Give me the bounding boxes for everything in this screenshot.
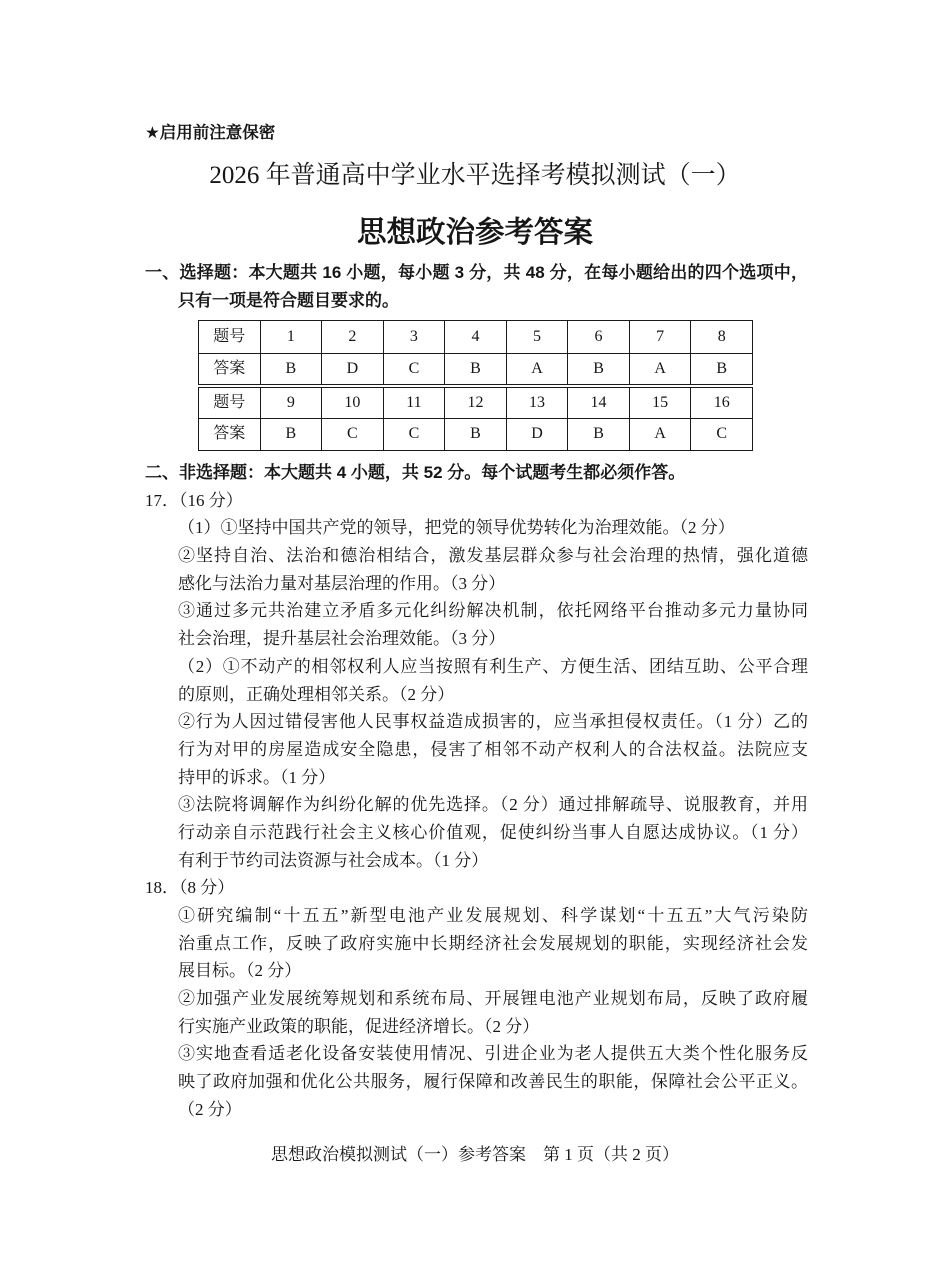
- answer-cell: C: [322, 418, 384, 451]
- confidential-notice: ★启用前注意保密: [145, 124, 276, 142]
- row-header-cell: 答案: [199, 353, 261, 386]
- question-number-cell: 16: [691, 386, 753, 419]
- answer-line: 映了政府加强和优化公共服务，履行保障和改善民生的职能，保障社会公平正义。: [178, 1072, 808, 1092]
- answer-line: 感化与法治力量对基层治理的作用。（3 分）: [178, 573, 506, 593]
- answer-line: （2 分）: [178, 1099, 242, 1119]
- question-number-cell: 11: [383, 386, 445, 419]
- question-number-cell: 12: [445, 386, 507, 419]
- answer-cell: B: [260, 353, 322, 386]
- answer-cell: A: [629, 353, 691, 386]
- answer-cell: A: [506, 353, 568, 386]
- question-number-cell: 15: [629, 386, 691, 419]
- question-18-title: 18．（8 分）: [145, 878, 235, 898]
- answer-line: （1）①坚持中国共产党的领导，把党的领导优势转化为治理效能。（2 分）: [178, 518, 735, 538]
- answer-cell: B: [445, 353, 507, 386]
- answer-line: ②加强产业发展统筹规划和系统布局、开展锂电池产业规划布局，反映了政府履: [178, 989, 808, 1009]
- answer-line: ②坚持自治、法治和德治相结合，激发基层群众参与社会治理的热情，强化道德: [178, 546, 808, 566]
- answer-line: 行实施产业政策的职能，促进经济增长。（2 分）: [178, 1016, 540, 1036]
- answer-cell: B: [568, 353, 630, 386]
- answer-cell: D: [506, 418, 568, 451]
- question-number-cell: 2: [322, 321, 384, 354]
- question-17-answer-point: [178, 653, 808, 708]
- exam-title: 2026 年普通高中学业水平选择考模拟测试（一）: [209, 162, 741, 189]
- section-1-heading-line: 只有一项是符合题目要求的。: [178, 290, 399, 310]
- row-header-cell: 题号: [199, 321, 261, 354]
- section-2-heading: 二、非选择题：本大题共 4 小题，共 52 分。每个试题考生都必须作答。: [145, 463, 686, 482]
- answer-line: ①研究编制“十五五”新型电池产业发展规划、科学谋划“十五五”大气污染防: [178, 906, 808, 925]
- question-number-cell: 13: [506, 386, 568, 419]
- question-number-cell: 7: [629, 321, 691, 354]
- answer-line: ③通过多元共治建立矛盾多元化纠纷解决机制，依托网络平台推动多元力量协同: [178, 601, 808, 621]
- answer-line: ③法院将调解作为纠纷化解的优先选择。（2 分）通过排解疏导、说服教育，并用: [178, 795, 808, 815]
- answer-line: 治重点工作，反映了政府实施中长期经济社会发展规划的职能，实现经济社会发: [178, 933, 808, 953]
- answer-table-body: [199, 321, 753, 451]
- table-row-answers: [199, 353, 753, 386]
- answer-cell: B: [691, 353, 753, 386]
- question-17-answer-point: [178, 708, 808, 791]
- answer-line: 社会治理，提升基层社会治理效能。（3 分）: [178, 629, 506, 649]
- question-number-cell: 3: [383, 321, 445, 354]
- subject-title: 思想政治参考答案: [356, 216, 593, 249]
- table-row-question-numbers: [199, 321, 753, 354]
- answer-line: ③实地查看适老化设备安装使用情况、引进企业为老人提供五大类个性化服务反: [178, 1044, 808, 1064]
- question-17-answer-point: [178, 514, 808, 542]
- question-number-cell: 6: [568, 321, 630, 354]
- question-number-cell: 5: [506, 321, 568, 354]
- question-18-answer-point: [178, 985, 808, 1040]
- question-18-answer-point: [178, 902, 808, 985]
- question-number-cell: 14: [568, 386, 630, 419]
- answer-line: ②行为人因过错侵害他人民事权益造成损害的，应当承担侵权责任。（1 分）乙的: [178, 712, 808, 732]
- row-header-cell: 答案: [199, 418, 261, 451]
- row-header-cell: 题号: [199, 386, 261, 419]
- answer-cell: D: [322, 353, 384, 386]
- question-number-cell: 4: [445, 321, 507, 354]
- table-row-answers: [199, 418, 753, 451]
- question-17-answer-point: [178, 791, 808, 874]
- answer-cell: C: [691, 418, 753, 451]
- section-2: [145, 459, 808, 1124]
- question-17-answer-point: [178, 542, 808, 597]
- answer-cell: C: [383, 353, 445, 386]
- section-1-heading: [145, 259, 808, 314]
- question-number-cell: 8: [691, 321, 753, 354]
- answer-cell: C: [383, 418, 445, 451]
- answer-line: 有利于节约司法资源与社会成本。（1 分）: [178, 850, 489, 870]
- question-number-cell: 10: [322, 386, 384, 419]
- answer-line: 持甲的诉求。（1 分）: [178, 767, 336, 787]
- question-18-answer-point: [178, 1040, 808, 1123]
- question-17-title: 17．（16 分）: [145, 490, 243, 510]
- answer-line: 行为对甲的房屋造成安全隐患，侵害了相邻不动产权利人的合法权益。法院应支: [178, 739, 808, 759]
- answer-line: 展目标。（2 分）: [178, 961, 302, 981]
- page-footer: 思想政治模拟测试（一）参考答案 第 1 页（共 2 页）: [271, 1145, 679, 1164]
- answer-cell: A: [629, 418, 691, 451]
- answer-cell: B: [445, 418, 507, 451]
- answer-line: （2）①不动产的相邻权利人应当按照有利生产、方便生活、团结互助、公平合理: [178, 656, 808, 676]
- table-row-question-numbers: [199, 386, 753, 419]
- question-number-cell: 9: [260, 386, 322, 419]
- section-1-heading-line: 一、选择题：本大题共 16 小题，每小题 3 分，共 48 分，在每小题给出的四个选项中，: [145, 263, 808, 282]
- answer-cell: B: [260, 418, 322, 451]
- multiple-choice-answer-table: [198, 320, 753, 451]
- question-number-cell: 1: [260, 321, 322, 354]
- answer-cell: B: [568, 418, 630, 451]
- answer-line: 的原则，正确处理相邻关系。（2 分）: [178, 684, 455, 704]
- question-17-answer-point: [178, 597, 808, 652]
- answer-line: 行动亲自示范践行社会主义核心价值观，促使纠纷当事人自愿达成协议。（1 分）: [178, 822, 808, 842]
